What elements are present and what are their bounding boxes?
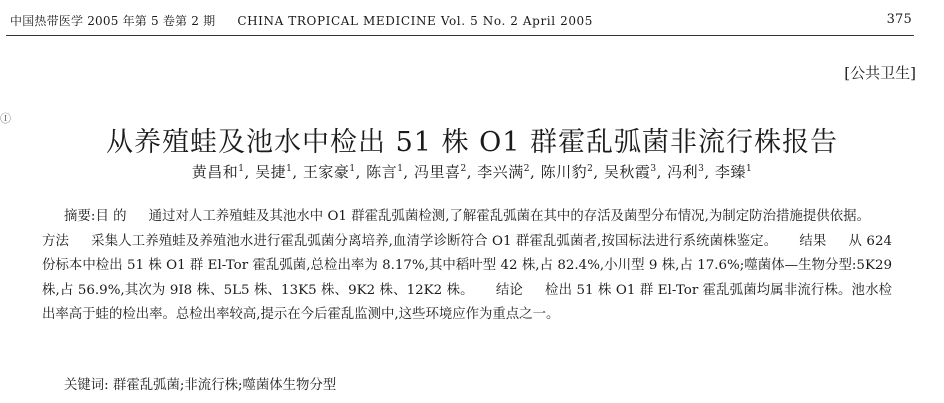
section-tag: [公共卫生] — [844, 64, 916, 82]
author: 吴秋霞$^3$ — [603, 163, 657, 181]
author: 王家豪$^1$ — [302, 163, 356, 181]
keywords-items: 群霍乱弧菌;非流行株;噬菌体生物分型 — [112, 378, 337, 393]
author: 冯利$^3$ — [667, 163, 705, 181]
purpose-label: 目 的 — [95, 209, 127, 224]
conclusion-label: 结论 — [495, 282, 523, 298]
author: 李兴满$^2$ — [477, 163, 531, 181]
paper-title: 从养殖蛙及池水中检出 51 株 O1 群霍乱弧菌非流行株报告 — [106, 127, 838, 159]
method-text: 采集人工养殖蛙及养殖池水进行霍乱弧菌分离培养,血清学诊断符合 O1 群霍乱弧菌者,按国标法进行系统菌株鉴定。 — [91, 233, 778, 249]
abstract — [42, 205, 892, 328]
keywords-label: 关键词: — [64, 378, 109, 393]
result-text: 从 624 份标本中检出 51 株 O1 群 El-Tor 霍乱弧菌,总检出率为 8.17%,其中稻叶型 42 株,占 82.4%,小川型 9 株,占 17.6%;噬菌体—生物分型:5K29 株,占 56.9%,其次为 9I8 株、5L5 株、13K5 株、9K2 株、12K2 株。 — [42, 233, 892, 298]
journal-name-cn: 中国热带医学 2005 年第 5 卷第 2 期 — [10, 14, 216, 28]
header-rule — [6, 35, 914, 36]
purpose-text: 通过对人工养殖蛙及其池水中 O1 群霍乱弧菌检测,了解霍乱弧菌在其中的存活及菌型分布情况,为制定防治措施提供依据。 — [148, 209, 870, 224]
author: 陈言$^1$ — [366, 163, 404, 181]
result-label: 结果 — [799, 233, 827, 249]
running-head — [10, 12, 912, 29]
author: 吴捷$^1$ — [255, 163, 293, 181]
conclusion-text: 检出 51 株 O1 群 El-Tor 霍乱弧菌均属非流行株。池水检出率高于蛙的检出率。总检出率较高,提示在今后霍乱监测中,这些环境应作为重点之一。 — [42, 282, 892, 322]
margin-mark: Ⓘ — [0, 112, 11, 125]
page-number: 375 — [886, 12, 912, 27]
abstract-label: 摘要: — [64, 209, 96, 224]
author-list: 黄昌和$^1$, 吴捷$^1$, 王家豪$^1$, 陈言$^1$, 冯里喜$^2$, 李兴满$^2$, 陈川豹$^2$, 吴秋霞$^3$, 冯利$^3$, 李臻$^1$ — [191, 163, 753, 181]
author: 李臻$^1$ — [714, 163, 753, 181]
keywords — [64, 374, 336, 393]
author: 黄昌和$^1$ — [191, 163, 245, 181]
method-label: 方法 — [42, 233, 70, 249]
author: 冯里喜$^2$ — [413, 163, 467, 181]
author: 陈川豹$^2$ — [540, 163, 594, 181]
journal-name-en: CHINA TROPICAL MEDICINE Vol. 5 No. 2 April 2005 — [237, 14, 594, 28]
